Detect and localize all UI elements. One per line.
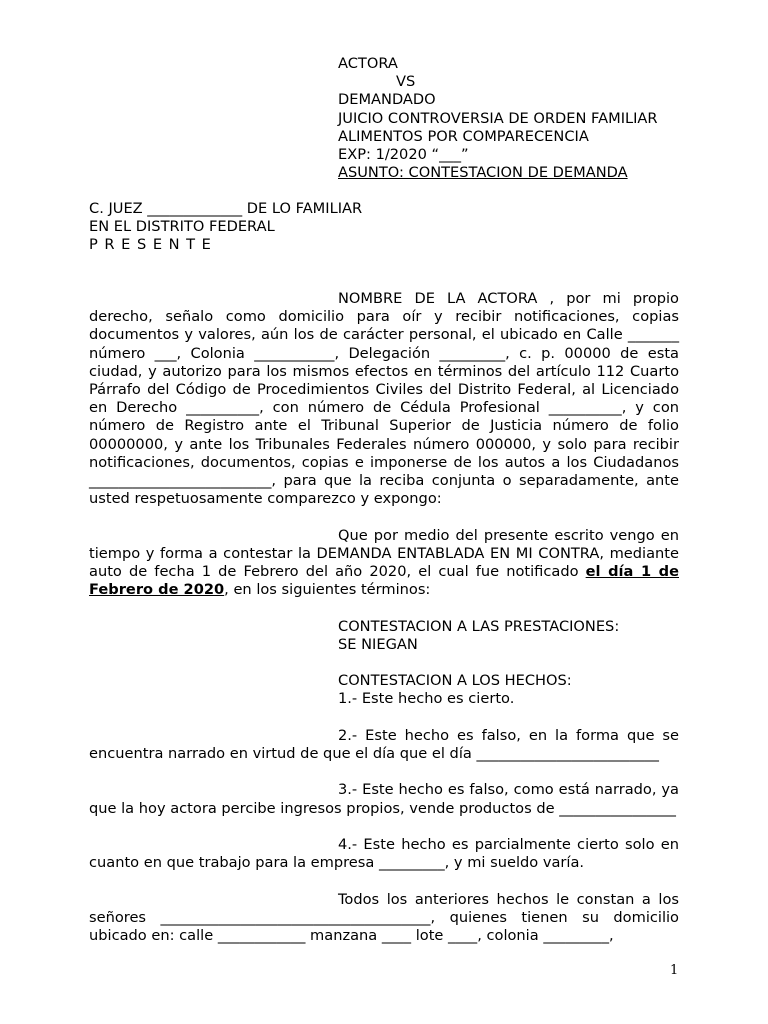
header-expediente: EXP: 1/2020 “___” [338, 146, 469, 164]
addressee-block [89, 200, 689, 255]
prestaciones-title: CONTESTACION A LAS PRESTACIONES: [338, 617, 620, 635]
hecho-2: 2.- Este hecho es falso, en la forma que se encuentra narrado en virtud de que el día que el día _________________________ [89, 726, 679, 763]
hecho-4: 4.- Este hecho es parcialmente cierto solo en cuanto en que trabajo para la empresa _________, y mi sueldo varía. [89, 836, 679, 872]
paragraph-witnesses: Todos los anteriores hechos le constan a los señores _____________________________________, quienes tienen su domicilio ubicado en: calle ____________ manzana ____ lote ____, colonia _________, [89, 890, 679, 944]
document-body [89, 290, 679, 945]
notification-date: el día 1 de Febrero de 2020 [89, 563, 679, 599]
addressee-district: EN EL DISTRITO FEDERAL [89, 218, 275, 236]
paragraph-contestacion-end: , en los siguientes términos: [224, 581, 431, 599]
header-vs: VS [396, 73, 416, 91]
addressee-presente: PRESENTE [89, 236, 218, 254]
header-alimentos: ALIMENTOS POR COMPARECENCIA [338, 127, 589, 145]
header-juicio: JUICIO CONTROVERSIA DE ORDEN FAMILIAR [338, 109, 658, 127]
prestaciones-answer: SE NIEGAN [338, 635, 418, 653]
hecho-3: 3.- Este hecho es falso, como está narrado, ya que la hoy actora percibe ingresos propios, vende productos de ________________ [89, 781, 679, 817]
header-demandado: DEMANDADO [338, 91, 436, 109]
page-number: 1 [670, 963, 679, 978]
paragraph-contestacion [89, 527, 679, 600]
paragraph-contestacion-text: Que por medio del presente escrito vengo en tiempo y forma a contestar la DEMANDA ENTABLADA EN MI CONTRA, mediante auto de fecha 1 de Febrero del año 2020, el cual fue notificado [89, 526, 679, 581]
paragraph-intro: NOMBRE DE LA ACTORA , por mi propio derecho, señalo como domicilio para oír y recibir notificaciones, copias documentos y valores, aún los de carácter personal, el ubicado en Calle _______ número ___, Colonia ___________, Delegación _________, c. p. 00000 de esta ciudad, y autorizo para los mismos efectos en términos del artículo 112 Cuarto Párrafo del Código de Procedimientos Civiles del Distrito Federal, al Licenciado en Derecho __________, con número de Cédula Profesional __________, y con número de Registro ante el Tribunal Superior de Justicia número de folio 00000000, y ante los Tribunales Federales número 000000, y solo para recibir notificaciones, documentos, copias e imponerse de los autos a los Ciudadanos _________________________, para que la reciba conjunta o separadamente, ante usted respetuosamente comparezco y expongo: [89, 290, 679, 508]
addressee-judge: C. JUEZ _____________ DE LO FAMILIAR [89, 200, 363, 217]
header-asunto: ASUNTO: CONTESTACION DE DEMANDA [338, 164, 628, 182]
hecho-1: 1.- Este hecho es cierto. [338, 690, 515, 708]
hechos-title: CONTESTACION A LOS HECHOS: [338, 672, 572, 690]
header-actora: ACTORA [338, 55, 398, 72]
case-header [338, 55, 718, 182]
